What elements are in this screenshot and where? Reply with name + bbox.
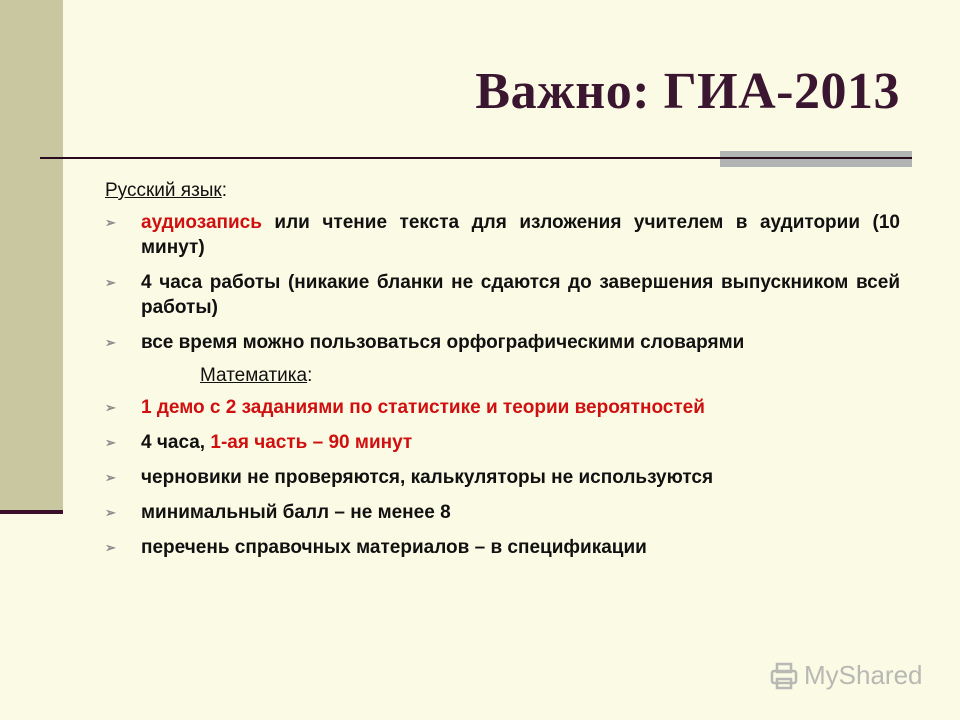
- title-rule: [40, 157, 912, 159]
- list-item: ➢ минимальный балл – не менее 8: [105, 502, 451, 523]
- arrowhead-bullet-icon: ➢: [105, 215, 116, 230]
- arrowhead-bullet-icon: ➢: [105, 335, 116, 350]
- slide-content: [105, 180, 900, 570]
- arrowhead-bullet-icon: ➢: [105, 540, 116, 555]
- section-heading-math: Математика:: [200, 365, 313, 386]
- list-item: ➢ черновики не проверяются, калькуляторы не используются: [105, 467, 714, 488]
- list-item: ➢ все время можно пользоваться орфографическими словарями: [105, 332, 745, 353]
- watermark-text: MyShared: [804, 660, 923, 690]
- arrowhead-bullet-icon: ➢: [105, 400, 116, 415]
- arrowhead-bullet-icon: ➢: [105, 505, 116, 520]
- slide-title: Важно: ГИА-2013: [475, 63, 900, 120]
- title-accent-bar: [720, 151, 912, 167]
- list-item: ➢ перечень справочных материалов – в спецификации: [105, 537, 647, 558]
- list-item: ➢ 4 часа работы (никакие бланки не сдаются до завершения выпускником всей работы): [105, 272, 900, 318]
- watermark: [768, 660, 923, 691]
- printer-logo-icon: [768, 661, 800, 691]
- list-item: ➢ 4 часа, 1-ая часть – 90 минут: [105, 432, 413, 453]
- arrowhead-bullet-icon: ➢: [105, 275, 116, 290]
- sidebar-divider: [0, 510, 63, 514]
- arrowhead-bullet-icon: ➢: [105, 470, 116, 485]
- section-heading-russian: Русский язык:: [105, 180, 228, 201]
- list-item: ➢ аудиозапись или чтение текста для изложения учителем в аудитории (10 минут): [105, 212, 900, 258]
- sidebar-decoration: [0, 0, 63, 512]
- arrowhead-bullet-icon: ➢: [105, 435, 116, 450]
- list-item: ➢ 1 демо с 2 заданиями по статистике и теории вероятностей: [105, 397, 705, 418]
